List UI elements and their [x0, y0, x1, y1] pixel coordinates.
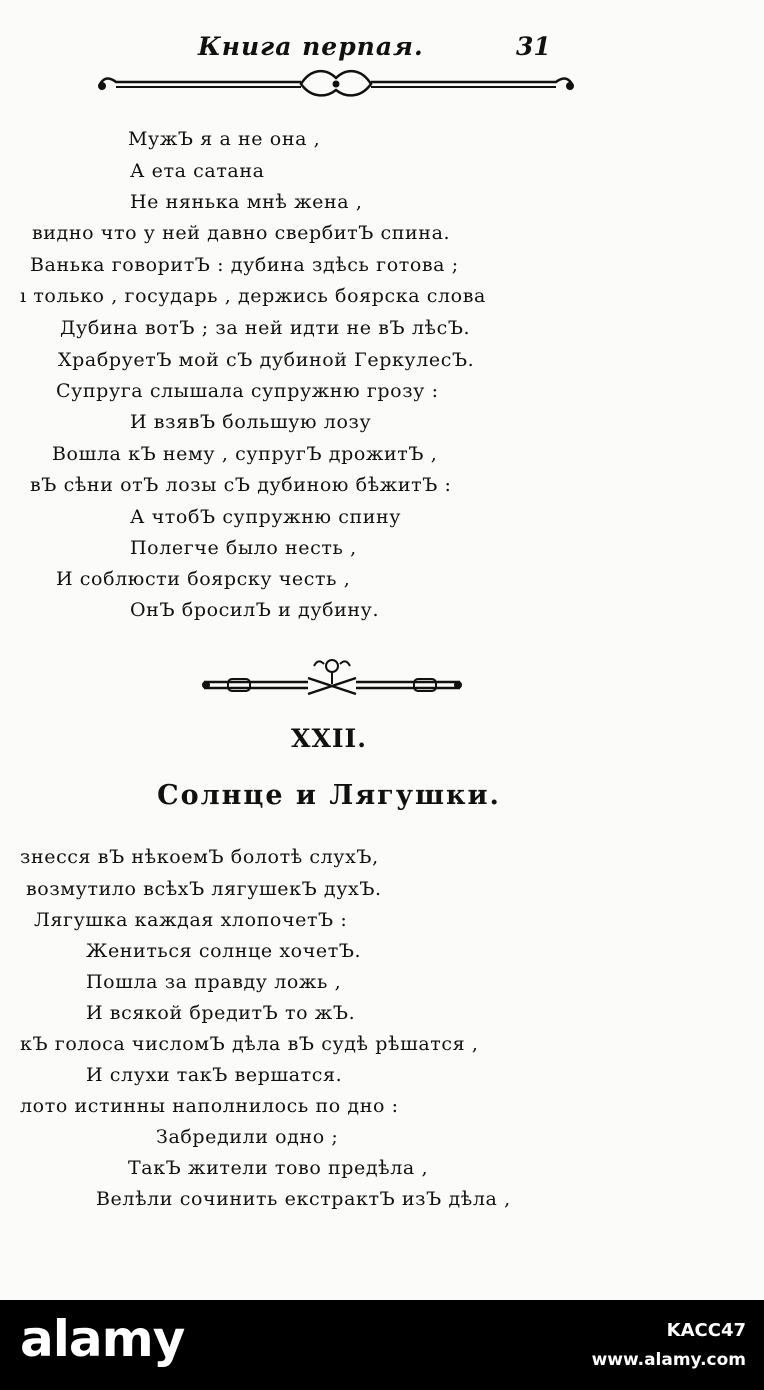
floral-divider-ornament: [198, 654, 466, 698]
footer-url: www.alamy.com: [591, 1350, 746, 1370]
watermark-bar: [0, 1300, 764, 1390]
poem-line: Пошла за правду ложь ,: [86, 971, 342, 993]
page-header: [0, 30, 764, 60]
poem-line: ТакЪ жители тово предѣла ,: [128, 1157, 429, 1179]
poem-line: знесся вЪ нѣкоемЪ болотѣ слухЪ,: [20, 846, 379, 868]
brand-logo: alamy: [20, 1310, 185, 1368]
chapter-number: XXII.: [291, 724, 367, 753]
poem-line: Супруга слышала супружню грозу :: [56, 380, 439, 402]
poem-line: А ета сатана: [130, 160, 265, 182]
poem-line: И взявЪ большую лозу: [130, 411, 372, 433]
poem-line: возмутило всѣхЪ лягушекЪ духЪ.: [26, 878, 382, 900]
poem-line: И слухи такЪ вершатся.: [86, 1064, 343, 1086]
poem-line: И всякой бредитЪ то жЪ.: [86, 1002, 356, 1024]
poem-line: Дубина вотЪ ; за ней идти не вЪ лѣсЪ.: [60, 317, 471, 339]
page-number: 31: [516, 32, 551, 61]
poem-line: МужЪ я а не она ,: [128, 128, 321, 150]
poem-line: Не нянька мнѣ жена ,: [130, 191, 363, 213]
poem-line: Полегче было несть ,: [130, 537, 357, 559]
fable-title: Солнце и Лягушки.: [157, 780, 501, 811]
poem-line: ХрабруетЪ мой сЪ дубиной ГеркулесЪ.: [58, 349, 475, 371]
poem-line: ı только , государь , держись боярска слова: [20, 285, 486, 307]
poem-line: Велѣли сочинить екстрактЪ изЪ дѣла ,: [96, 1188, 511, 1210]
poem-line: Ванька говоритЪ : дубина здѣсь готова ;: [30, 254, 459, 276]
poem-line: А чтобЪ супружню спину: [130, 506, 402, 528]
poem-line: ОнЪ бросилЪ и дубину.: [130, 599, 380, 621]
poem-line: лото истинны наполнилось по дно :: [20, 1095, 399, 1117]
poem-line: И соблюсти боярску честь ,: [56, 568, 351, 590]
poem-line: Лягушка каждая хлопочетЪ :: [34, 909, 348, 931]
scroll-rule-ornament: [96, 66, 576, 100]
poem-line: видно что у ней давно свербитЪ спина.: [32, 222, 451, 244]
image-id: KACC47: [666, 1320, 746, 1341]
poem-line: Жениться солнце хочетЪ.: [86, 940, 362, 962]
poem-line: вЪ сѣни отЪ лозы сЪ дубиною бѣжитЪ :: [30, 474, 452, 496]
poem-line: кЪ голоса числомЪ дѣла вЪ судѣ рѣшатся ,: [20, 1033, 479, 1055]
running-title: Книга перпая.: [198, 32, 424, 61]
poem-line: Забредили одно ;: [156, 1126, 339, 1148]
poem-line: Вошла кЪ нему , супругЪ дрожитЪ ,: [52, 443, 438, 465]
